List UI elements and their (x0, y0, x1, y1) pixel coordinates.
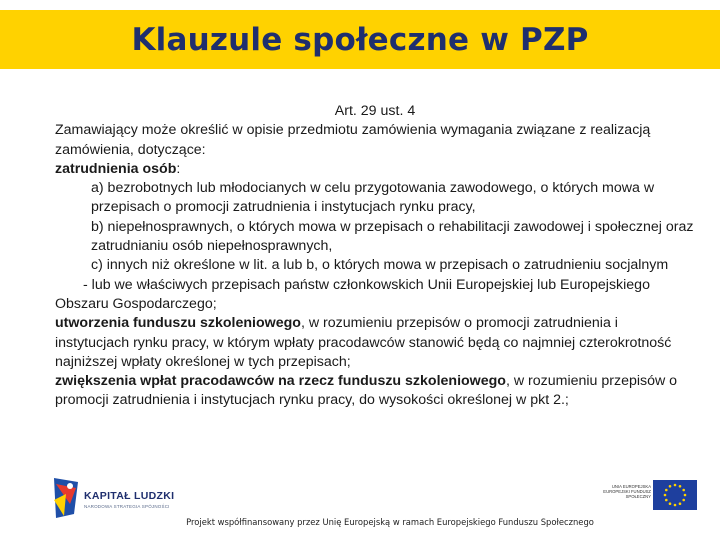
item-b: b) niepełnosprawnych, o których mowa w przepisach o rehabilitacji zawodowej i społecznej oraz zatrudnianiu osób niepełnosprawnych, (91, 218, 694, 255)
eu-flag-icon (653, 480, 697, 510)
section-2-text: , w rozumieniu przepisów o promocji zatrudnienia i instytucjach rynku pracy, w którym wpłaty pracodawców stanowić będą co najmniej czterokrotność najniższej wpłaty określonej w tych przepisach; (55, 315, 672, 370)
section-3-text: , w rozumieniu przepisów o promocji zatrudnienia i instytucjach rynku pracy, do wysokości określonej w pkt 2.; (55, 373, 678, 409)
section-1-title: zatrudnienia osób (55, 160, 177, 177)
eu-logo (585, 480, 700, 514)
article-intro: Zamawiający może określić w opisie przedmiotu zamówienia wymagania związane z realizacją zamówienia, dotyczące: (55, 122, 651, 158)
footer-note: Projekt współfinansowany przez Unię Europejską w ramach Europejskiego Funduszu Społecznego (186, 517, 594, 527)
kapital-ludzki-logo (50, 474, 210, 520)
section-2-title: utworzenia funduszu szkoleniowego (55, 315, 301, 332)
slide-title: Klauzule społeczne w PZP (131, 21, 589, 58)
section-1-colon: : (176, 160, 181, 177)
eu-logo-text: UNIA EUROPEJSKA EUROPEJSKI FUNDUSZ SPOŁECZNY (603, 484, 651, 500)
item-d-text: - lub we właściwych przepisach państw członkowskich Unii Europejskiej lub Europejskiego Obszaru Gospodarczego; (55, 276, 650, 312)
kapital-ludzki-name: KAPITAŁ LUDZKI (84, 490, 175, 502)
section-3-title: zwiększenia wpłat pracodawców na rzecz funduszu szkoleniowego (55, 373, 506, 390)
title-bar (0, 10, 720, 69)
article-content (55, 102, 695, 411)
article-heading: Art. 29 ust. 4 (334, 103, 416, 119)
section-2 (55, 314, 695, 372)
section-3 (55, 372, 695, 411)
kapital-ludzki-subtitle: NARODOWA STRATEGIA SPÓJNOŚCI (84, 504, 170, 509)
section-1 (55, 160, 695, 179)
kapital-ludzki-mark-icon (50, 474, 82, 520)
footer (0, 470, 720, 540)
item-d (55, 276, 695, 315)
item-a: a) bezrobotnych lub młodocianych w celu przygotowania zawodowego, o których mowa w przepisach o promocji zatrudnienia i instytucjach rynku pracy, (91, 180, 655, 216)
item-c: c) innych niż określone w lit. a lub b, o których mowa w przepisach o zatrudnieniu socjalnym (91, 257, 669, 274)
